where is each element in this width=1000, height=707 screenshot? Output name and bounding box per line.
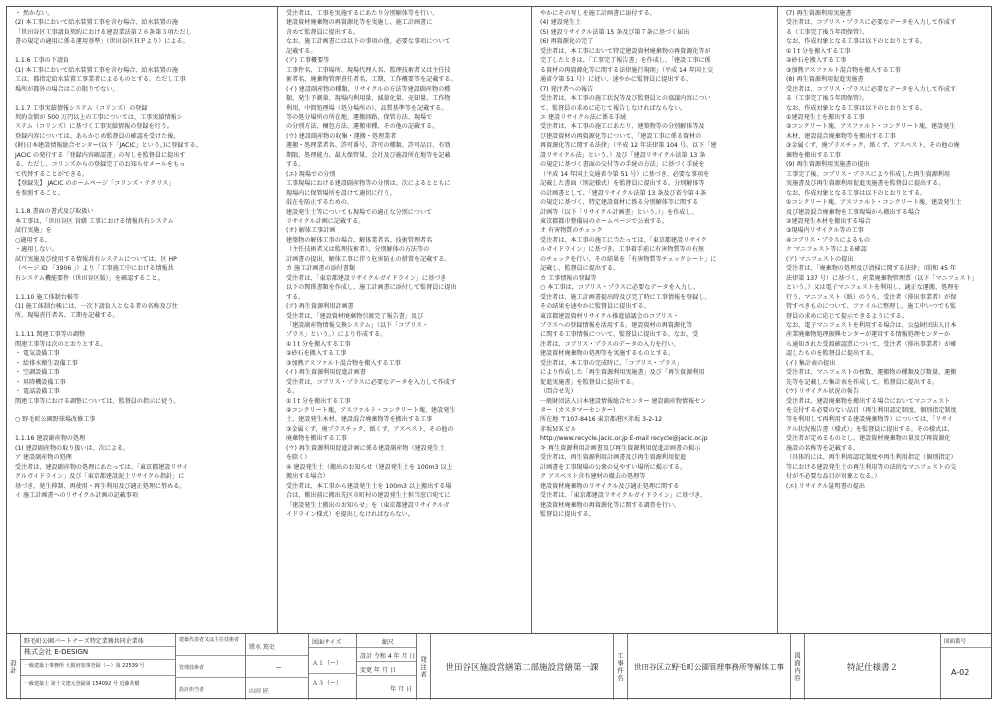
spec-line: ・適用しない。 — [15, 246, 58, 254]
spec-line: 工事件名、工事場所、現場代理人名、監理技術者又は主任技 — [286, 66, 451, 74]
spec-line: ③金属くず、廃プラスチック、紙くず、アスベスト、その他の廃 — [786, 142, 960, 150]
spec-line: 建設資材廃棄物の再資源化等に関する調査を行い、 — [540, 501, 681, 509]
spec-line: 記載し、監督員に提出する。 — [540, 265, 620, 273]
spec-line: 赤坂ＭＫビル — [540, 425, 577, 433]
license-label: 管理技術者 — [176, 656, 245, 678]
spec-line: 1.1.7 工事実績情報システム（コリンズ）の登録 — [15, 104, 148, 112]
role-value-cell — [246, 634, 309, 700]
spec-line: の分別方法、梱包方法、運搬車種、その他の記載する。 — [286, 123, 439, 131]
spec-line — [15, 283, 271, 292]
spec-line: (7) 発注者への報告 — [540, 85, 594, 93]
spec-line: 受注者は、コブリス・プラスに必要なデータを入力して作成す — [286, 378, 457, 386]
spec-line: 再資源化等に関する法律」（平成 12 年法律第 104 号。以下「建 — [540, 142, 717, 150]
spec-line: 受注者は、本工事の完成時に、「コブリス・プラス」 — [540, 359, 683, 367]
spec-line: http://www.recycle.jacic.or.jp E-mail recycle@jacic.or.jp — [540, 435, 708, 443]
spec-line: 督員の求めに応じて提示できるようにする。 — [786, 312, 908, 320]
spec-line: 受注者は、コブリス・プラスに必要なデータを入力して作成す — [786, 85, 957, 93]
spec-line: 試行実施及び使用する情報共有システムについては、区 HP — [15, 255, 177, 263]
spec-line: ○適用する。 — [15, 236, 51, 244]
spec-line: 受注者は、マニフェストの枚数、運搬物の種類及び数量、運搬 — [786, 369, 957, 377]
spec-line: (5) 建設リサイクル法第 15 条及び第７条に基づく届出 — [540, 28, 690, 36]
spec-line: 以下の関係書類を作成し、施工計画書に添付して監督員に提出 — [286, 284, 457, 292]
project-vertical-cell — [614, 634, 628, 700]
spec-line: なお、作成対象となる工事は以下のとおりとする。 — [786, 189, 927, 197]
spec-line: 契約金額が 500 万円以上の工事については、工事実績情報シ — [15, 113, 183, 121]
spec-line: 受注者は、コブリス・プラスに必要なデータを入力して作成す — [786, 19, 957, 27]
office-cell — [431, 634, 614, 700]
spec-line: 受注者は、施工計画書提出時及び完了時に工事情報を登録し、 — [540, 293, 711, 301]
specification-body — [7, 7, 991, 633]
spec-column-1 — [7, 7, 278, 633]
spec-line: 一般財団法人日本建設情報総合センター 建設副産物情報セン — [540, 397, 707, 405]
spec-line: 現場内に保管場所を設けて適切に行う。 — [286, 189, 396, 197]
spec-line: 【登録先】 JACIC のホームページ「コリンズ・テクリス」 — [15, 180, 175, 188]
spec-line: ルガイドライン」に基づき、工事着手前に有害物質等の有無 — [540, 246, 704, 254]
scale-label: 縮尺 — [357, 634, 416, 648]
spec-line: 計画書の提出、解体工事に伴う危害防止の措置を記載する。 — [286, 255, 451, 263]
spec-line: ・ 空調設備工事 — [15, 369, 60, 377]
spec-line: クルガイドライン」及び「東京都建設泥土リサイクル指針」に — [15, 473, 185, 481]
spec-line: 受注者は、建設副産物の処理にあたっては、「東京都建設リサイ — [15, 463, 189, 471]
spec-line: 術者名、廃棄物管理責任者名、工期、工作概要等を記載する。 — [286, 76, 457, 84]
spec-line: る。ただし、コリンズからの登録完了のお知らせメールをもっ — [15, 161, 186, 169]
spec-line: ○ 本工事は、コブリス・プラスに必要なデータを入力し、 — [540, 284, 700, 292]
spec-line: 計画等（以下「リサイクル計画書」という。）」を作成し、 — [540, 208, 698, 216]
spec-line: 先等を記載した集計表を作成して、監督員に提出する。 — [786, 378, 939, 386]
spec-line: (イ) 集計表の提出 — [786, 359, 836, 367]
office-vertical-label: 発注者 — [419, 655, 427, 679]
spec-line: (9) 再生資源利用実施書の提出 — [786, 161, 870, 169]
spec-line: ③加熱アスファルト混合物を搬入する工事 — [286, 359, 401, 367]
spec-line: 行う。マニフェスト（紙）のうち、受注者（排出事業者）が保 — [786, 293, 957, 301]
spec-line: 含めて監督員に提出する。 — [286, 28, 360, 36]
spec-line: (財)日本建設情報総合センター(以下「JACIC」という。)に登録する。 — [15, 142, 202, 150]
spec-line — [15, 198, 271, 207]
spec-line: なお、施工計画書には以下の事項の他、必要な事項について — [286, 38, 451, 46]
company-cell — [21, 634, 176, 700]
spec-line: 「建設副産物情報交換システム」（以下「コブリス・ — [286, 321, 429, 329]
spec-line: 受注者は、本工事から建設発生土を 100m3 以上搬出する場 — [286, 482, 452, 490]
spec-line: プラスへの登録情報を活用する。建設資材の再資源化等 — [540, 321, 693, 329]
spec-line: ステム（コリンズ）に基づく工事実績情報の登録を行う。 — [15, 123, 173, 131]
spec-line: 建設資材廃棄物のリサイクル及び適正処理に関する — [540, 482, 680, 490]
spec-line: 通省令第 51 号）に従い、速やかに監督員に提出する。 — [540, 76, 692, 84]
administrator-label: 建築代表者又は主任技術者 — [176, 634, 245, 656]
spec-line: (4) 建設発生土 — [540, 19, 582, 27]
spec-line: により作成した「再生資源利用実施書」及び「再生資源利用 — [540, 369, 705, 377]
project-cell — [628, 634, 791, 700]
spec-line: 所在地 〒107-8416 東京都港区赤坂 3-2-12 — [540, 416, 663, 424]
spec-line: (ア) 再生資源利用計画書 — [286, 303, 354, 311]
spec-line: 廃棄物を搬出する工事 — [286, 435, 347, 443]
spec-line: 搬出する場合） — [286, 473, 329, 481]
spec-line: 受注者は、「建設資材廃棄物引渡完了報告書」及び — [286, 312, 424, 320]
spec-line: ②砂石を搬入する工事 — [786, 57, 847, 65]
spec-line: 受注者は、本工事の施工に当たっては、「東京都建設リサイク — [540, 236, 707, 244]
spec-line: を除く） — [286, 454, 311, 462]
spec-line: やかにその写しを施工計画書に添付する。 — [540, 10, 656, 17]
spec-line: （主任技術者又は監理技術者）、分別解体の方法等の — [286, 246, 430, 254]
spec-line: ①１t 分を搬出する工事 — [286, 397, 351, 405]
spec-line: その結果を速やかに監督員に提出する。 — [540, 303, 650, 311]
spec-line: 1.1.6 工事の下請負 — [15, 57, 70, 65]
spec-line: 1.1.11 関連工事等の調整 — [15, 331, 86, 339]
spec-line: 工事現場における建設副産物等の分別は、次によるとともに — [286, 180, 451, 188]
spec-line: ①コンクリート塊、アスファルト・コンクリート塊、建設発生土 — [786, 199, 962, 207]
spec-line: 建設資材廃棄物の処理等を実施するものとする。 — [540, 350, 675, 358]
spec-line: ③加熱アスファルト混合物を搬入する工事 — [786, 66, 901, 74]
spec-line: る（工事完了後５年間保管）。 — [786, 95, 869, 103]
spec-line: ①１t 分を搬入する工事 — [786, 47, 851, 55]
spec-line: カ 施工計画書の添付書類 — [286, 265, 355, 273]
spec-line: する。 — [286, 161, 305, 169]
spec-line: のチェックを行い、その結果を「有害物質等チェックシート」に — [540, 255, 717, 263]
spec-line: 法律第 137 号）に基づく、産業廃棄物管理票（以下「マニフェスト」 — [786, 274, 978, 282]
design-vertical-label: 設計 — [9, 659, 17, 675]
spec-line: ④ 建設発生土（搬出のお知らせ（建設発生土を 100m3 以上 — [286, 463, 453, 471]
spec-line: 受注者は、「東京都建設リサイクルガイドライン」に基づき、 — [540, 492, 707, 500]
size-a1: Ａ１（ー） — [309, 648, 356, 674]
spec-line: の規定に基づく、特定建設資材に係る分別解体等に関する — [540, 199, 699, 207]
spec-line: ②コンクリート塊、アスファルト・コンクリート塊、建設発生 — [286, 407, 456, 415]
spec-line: (1) 本工事において給水装置工事を含む場合、給水装置の施 — [15, 66, 178, 74]
spec-line: 建築物の解体工事の場合、解体業者名、技術管理者名 — [286, 236, 433, 244]
spec-line: (ア) 工事概要等 — [286, 57, 330, 65]
company-sub: 株式会社 E-DESIGN — [21, 647, 175, 660]
spec-line: 受注者は、工事を実施するにあたり分別解体等を行い、 — [286, 10, 439, 17]
spec-line: 登録内容については、あらかじめ監督員の確認を受けた後、 — [15, 132, 180, 140]
spec-line: 基づき、発生抑制、再使用・再生利用及び適正処理に努める。 — [15, 482, 186, 490]
spec-line: (イ) 建設副産物の種類、リサイクルの方法等建設副産物の種 — [286, 85, 451, 93]
design-vertical-cell — [7, 634, 21, 700]
spec-line: 注者は、コブリス・プラスのデータの入力を行い、 — [540, 340, 680, 348]
spec-line: という。）又は電子マニフェストを利用し、適正な運搬、処理を — [786, 284, 960, 292]
spec-line: 監督員に提出する。 — [540, 511, 595, 519]
spec-line: 産業廃棄物処理振興センターが運営する情報処理センターか — [786, 331, 951, 339]
drawing-frame — [6, 6, 992, 699]
company-name: 野毛町公園パートナーズ特定業務共同企業体 — [21, 636, 175, 647]
spec-line: ・ 電話設備工事 — [15, 388, 60, 396]
size-label: 図面サイズ — [309, 634, 356, 648]
spec-line: の計画書として、「建設リサイクル法第 13 条及び省令第４条 — [540, 189, 707, 197]
spec-line: (8) 再生資源利用促進実施書 — [786, 76, 864, 84]
license-value: — — [246, 656, 308, 678]
size-cell — [309, 634, 357, 700]
spec-line — [15, 425, 271, 434]
spec-line: ④コブリス・プラスによるもの — [786, 236, 871, 244]
spec-line: 等の処分場所の所在地、運搬経路、保管方法、現場で — [286, 113, 433, 121]
date-design: 設計 令和 4 年 月 日 — [357, 648, 416, 662]
spec-line: 受注者は、本工事の施工にあたり、建築物等の分別解体等及 — [540, 123, 705, 131]
spec-line: 所、現場責任者名、工期を記載する。 — [15, 312, 119, 320]
spec-line: 本工事は、「世田谷区 営繕 工事における情報共有システム — [15, 217, 174, 225]
spec-line: （具体的には、再生利用認定制度や再生利用指定（個別指定） — [786, 454, 957, 462]
spec-line: 促進実施書」を監督員に提出する。 — [540, 378, 638, 386]
spec-line: なお、電子マニフェストを利用する場合は、公益財団法人日本 — [786, 321, 957, 329]
spec-line: 受注者は、本工事の施工状況等及び監督員との協議内容につい — [540, 95, 711, 103]
spec-line: 1.1.8 書面の書式及び取扱い — [15, 208, 94, 216]
spec-column-4 — [778, 7, 991, 633]
spec-line: 受注者が定めるものとし、建設資材廃棄物の量及び再資源化 — [786, 435, 951, 443]
spec-line: 受注者は、「廃棄物の処理及び清掃に関する法律」（昭和 45 年 — [786, 265, 957, 273]
spec-line: 有システム機能要件（世田谷区版）」を確認すること。 — [15, 274, 164, 282]
spec-line: (1) 建設副産物の取り扱いは、次による。 — [15, 444, 130, 452]
designer-label: 設計担当者 — [179, 687, 205, 693]
date-blank: 年 月 日 — [390, 686, 412, 693]
spec-line: (エ) リサイクル証明書の提出 — [786, 482, 865, 490]
spec-line: 1.1.16 建設副産物の処理 — [15, 435, 86, 443]
spec-line — [15, 406, 271, 415]
spec-line: 東京都建設資材リサイクル推進協議会のコブリス・ — [540, 312, 679, 320]
spec-line: 1.1.10 施工体制台帳等 — [15, 293, 79, 301]
spec-line: 施設の名称等を記載する。 — [786, 444, 860, 452]
spec-line: び建設資材の再資源化等について、「建設工事に係る資材の — [540, 132, 702, 140]
spec-line: (オ) 解体工事計画 — [286, 227, 336, 235]
spec-line: ①建設発生土を搬出する工事 — [786, 113, 865, 121]
spec-line: て、監督員の求めに応じて報告しなければならない。 — [540, 104, 687, 112]
spec-line: ・ 昇降機設備工事 — [15, 378, 66, 386]
spec-line: クル状況報告書（様式）」を監督員に提出する。その様式は、 — [786, 425, 954, 433]
spec-line: 設リサイクル法」という。）及び「建設リサイクル法第 13 条 — [540, 151, 706, 159]
spec-line: に関する工事情報について、監督員に提出する。なお、受 — [540, 331, 699, 339]
spec-line: ・ 然かない。 — [15, 10, 54, 17]
spec-line: 等を利用して再利用する建設廃棄物等）については、「リサイ — [786, 416, 953, 424]
spec-line: プラス」という。）により作成する。 — [286, 331, 387, 339]
spec-line: ②建設発生木材を搬出する場合 — [786, 217, 871, 225]
spec-line: 「建設発生土搬出のお知らせ」を（東京都建設リサイクルガ — [286, 501, 450, 509]
spec-line: 利用、中間処理場（処分場所の）、品質基準等を記載する。 — [286, 104, 448, 112]
spec-line: ・ 電気設備工事 — [15, 350, 60, 358]
spec-line: 及び建設混合廃棄物を工事現場から搬出する場合 — [786, 208, 921, 216]
spec-line: の規定に基づく書面の交付等の手続の方法」に基づく手続を — [540, 161, 705, 169]
spec-line: (ウ) 再生資源利用促進計画に係る建設副産物（建設発生土 — [286, 444, 446, 452]
spec-line: なお、作成対象となる工事は以下のとおりとする。 — [786, 104, 927, 112]
spec-line: 記載した書面（別記様式）を監督員に提出する。分別解体等 — [540, 180, 705, 188]
drawing-cell — [805, 634, 941, 700]
spec-line: 期限、処理能力、最大保管量、会社及び施設所在地等を記載 — [286, 151, 451, 159]
spec-line: (ウ) リサイクル状況の報告 — [786, 388, 859, 396]
spec-line: 受注者は、再生資源利用計画書及び再生資源利用促進 — [540, 454, 687, 462]
spec-line: 建設資材廃棄物の再資源化等を実施し、施工計画書に — [286, 19, 433, 27]
spec-line: ・ 給排水衛生設備工事 — [15, 359, 78, 367]
spec-line: (エ) 現場での分別 — [286, 170, 336, 178]
spec-line: 受注者は、建設廃棄物を搬出する場合においてマニフェスト — [786, 397, 951, 405]
spec-line: 計画書を工事現場の公衆の見やすい場所に掲示する。 — [540, 463, 687, 471]
office-name: 世田谷区施設営繕第二部施設営繕第一課 — [445, 663, 599, 673]
office-vertical-cell — [417, 634, 431, 700]
spec-line: (6) 再資源化の完了 — [540, 38, 594, 46]
spec-line: 受注者は、本工事において特定建設資材廃棄物の再資源化等が — [540, 47, 711, 55]
number-cell — [941, 634, 991, 700]
spec-line: 受注者は、「東京都建設リサイクルガイドライン」に基づき — [286, 274, 447, 282]
spec-line: 認したものを監督員に提出する。 — [786, 350, 878, 358]
spec-line: カ 工事情報の登録等 — [540, 274, 597, 282]
drawing-number: A-02 — [951, 668, 970, 677]
registrant-text: 一級建築士 第十文建元登録第 154092 号 近藤英樹 — [24, 681, 140, 687]
spec-line: (1) 施工体制台帳には、一次下請負人となる者の名称及び住 — [15, 302, 178, 310]
spec-line: (ウ) 建設副産物の収集・運搬・処理業者 — [286, 132, 397, 140]
spec-line: 土、建設発生木材、建設混合廃棄物等を搬出する工事 — [286, 416, 433, 424]
spec-line: 「世田谷区工事請負契約における建設業法第２６条第３項ただし — [15, 28, 192, 36]
spec-line: 工は、都指定給水装置工事業者によるものとする。ただし工事 — [15, 76, 186, 84]
title-block — [7, 633, 991, 700]
spec-line: る。 — [286, 388, 299, 396]
spec-line: 運搬・処理業者名、許可番号、許可の種類、許可品目、有効 — [286, 142, 451, 150]
spec-line: イドライン様式）を提出しなければならない。 — [286, 511, 414, 519]
spec-line: 記載する。 — [286, 47, 317, 55]
drawing-vertical-cell — [791, 634, 805, 700]
spec-line: る（工事完了後５年間保管）。 — [786, 28, 869, 36]
spec-line: ③金属くず、廃プラスチック、紙くず、アスベスト、その他の — [286, 425, 454, 433]
spec-line: JACIC の発行する「登録内容確認書」の写しを監督員に提出す — [15, 151, 186, 159]
spec-line: 管すべきものについて、ファイルに整理し、施工中いつでも監 — [786, 303, 957, 311]
spec-line: を交付する必要のない品目（再生利用認定制度、個別指定制度 — [786, 407, 957, 415]
spec-line: （問合せ先） — [540, 388, 577, 396]
spec-line: 関連工事等における調整については、監督員の指示に従う。 — [15, 397, 180, 405]
spec-line: 場所が都外の場合はこの限りでない。 — [15, 85, 119, 93]
spec-line: ②コンクリート塊、アスファルト・コンクリート塊、建設発生 — [786, 123, 956, 131]
spec-line: ター（カスタマーセンター） — [540, 407, 619, 415]
spec-line: を参照すること。 — [15, 189, 64, 197]
spec-line: キ 再生資源利用計画書及び再生資源利用促進計画書の掲示 — [540, 444, 701, 452]
role-label-cell — [176, 634, 246, 700]
spec-line: 付が不必要な品目が対象となる。） — [786, 473, 881, 481]
spec-line: (ア) マニフェストの提出 — [786, 255, 854, 263]
spec-line: する。 — [286, 293, 305, 301]
spec-line: 試行実施」を — [15, 227, 52, 235]
spec-line: 混在を防止するための、 — [286, 199, 353, 207]
spec-line — [15, 321, 271, 330]
project-name: 世田谷区立野毛町公園管理事務所等解体工事 — [634, 662, 784, 672]
spec-line: る資材の再資源化等に関する法律施行規則」（平成 14 年国土交 — [540, 66, 714, 74]
spec-line: ら通知された受渡確認票について、受注者（排出事業者）が確 — [786, 340, 957, 348]
spec-line: 合は、搬出前に搬出先区市町村の建設発生土担当窓口宛てに — [286, 492, 451, 500]
spec-line: なお、作成対象となる工事は以下のとおりとする。 — [786, 38, 927, 46]
spec-line: て代替することができる。 — [15, 170, 89, 178]
spec-line: 建設発生土等についても現場での適正な分別について — [286, 208, 433, 216]
spec-line: 工事完了後、コブリス・プラスにより作成した再生資源利用 — [786, 170, 950, 178]
spec-line: 棄物を搬出する工事 — [786, 151, 841, 159]
spec-line: 実施書及び再生資源利用促進実施書を監督員に提出する。 — [786, 180, 945, 188]
spec-line: （ページ ID 「3906 」）より「工事施工中における情報共 — [15, 265, 174, 273]
administrator-name: 將水 篤史 — [246, 634, 308, 656]
spec-line: (イ) 再生資源利用促進計画書 — [286, 369, 366, 377]
spec-line: ①１t 分を搬入する工事 — [286, 340, 351, 348]
spec-line: (7) 再生資源利用実施書 — [786, 10, 852, 17]
spec-line: 東京都都市整備局のホームページで公表する。 — [540, 217, 668, 225]
spec-line: ク アスベスト含有建材の撤去の処理等 — [540, 473, 646, 481]
spec-line: 完了したときは、「工事完了報告書」を作成し、「建設工事に係 — [540, 57, 711, 65]
drawing-name: 特記仕様書２ — [846, 663, 898, 673]
spec-line: （平成 14 年国土交通省令第 51 号）に基づき、必要な事項を — [540, 170, 710, 178]
spec-line: リサイクル計画に記載する。 — [286, 217, 365, 225]
spec-line: ②砂石を搬入する工事 — [286, 350, 347, 358]
spec-line: 等における建設発生土の再生利用等の法的なマニフェストの交 — [786, 463, 957, 471]
spec-line: オ 有害物質のチェック — [540, 227, 603, 235]
size-a3: Ａ３（ー） — [312, 680, 343, 687]
spec-column-2 — [278, 7, 532, 633]
spec-line: ③現場内リサイクル等の工事 — [786, 227, 864, 235]
drawing-vertical-label: 図面内容 — [793, 652, 801, 682]
scale-date-cell — [357, 634, 417, 700]
date-change: 変更 年 月 日 — [357, 662, 416, 676]
spec-line: 類、発生予測量、現場内利用量、減量化量、売却量、工作物 — [286, 95, 451, 103]
spec-line: イ 施工計画書へのリサイクル計画の記載事項 — [15, 492, 138, 499]
spec-line — [15, 47, 271, 56]
designer-name: 山田 匠 — [249, 688, 269, 695]
spec-column-3 — [532, 7, 778, 633]
number-label: 図面番号 — [941, 634, 991, 648]
spec-line: ア 建設副産物の処理 — [15, 454, 72, 462]
spec-line: ケ マニフェスト等による確認 — [786, 246, 867, 254]
spec-line: 関連工事等は次のとおりとする。 — [15, 340, 107, 348]
spec-line: 書の規定の適用に係る運用基準」（世田谷区ＨＰより）による。 — [15, 38, 189, 46]
spec-line — [15, 94, 271, 103]
registration-text: 一級建築士事務所 大阪府知事登録（ー）第 22539 号 — [21, 662, 175, 676]
spec-line: エ 建設リサイクル法に係る手続 — [540, 113, 627, 121]
spec-line: ○ 野毛町公園野球場改修工事 — [15, 416, 96, 424]
spec-line: (2) 本工事において給水装置工事を含む場合、給水装置の施 — [15, 19, 178, 27]
project-vertical-label: 工事件名 — [616, 652, 624, 682]
spec-line: 木材、建設混合廃棄物等を搬出する工事 — [786, 132, 896, 140]
